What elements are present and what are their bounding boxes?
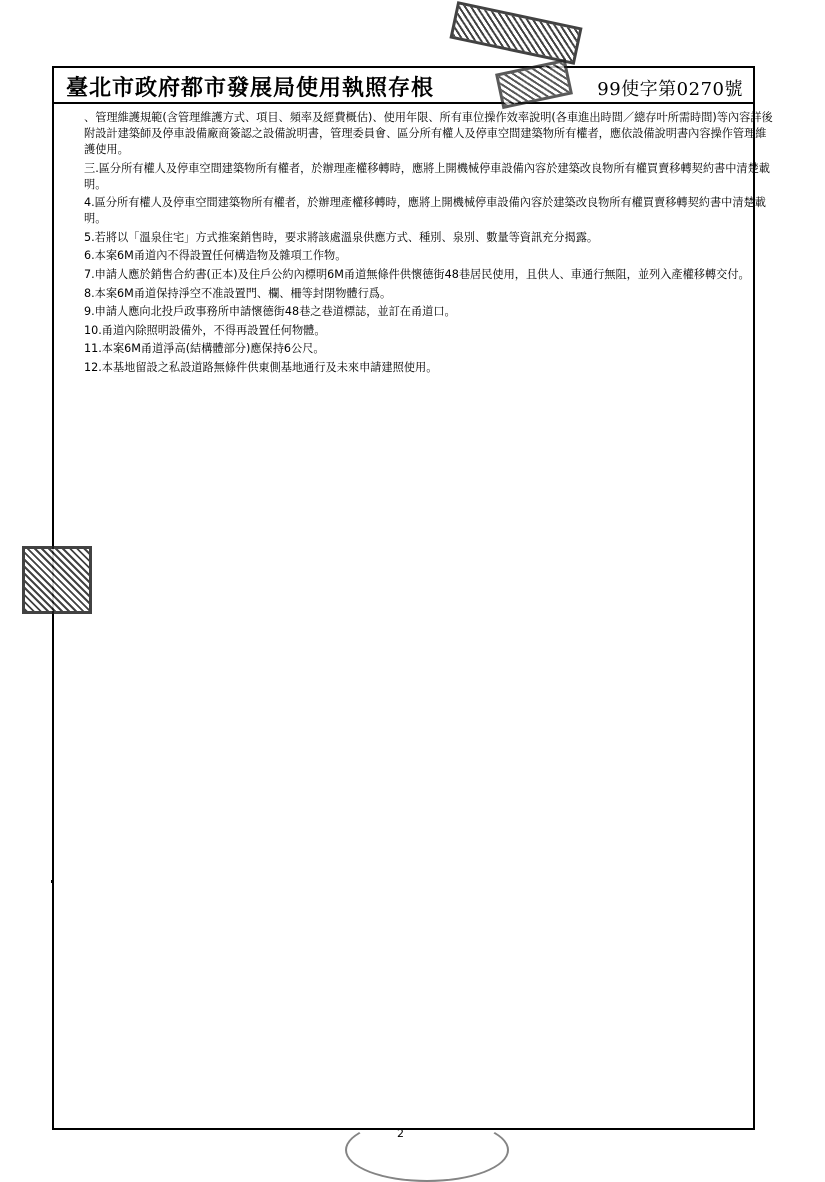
document-frame — [52, 66, 773, 1130]
header-row — [54, 68, 753, 104]
document-title: 臺北市政府都市發展局使用執照存根 — [66, 75, 435, 101]
bottom-seal-stamp — [345, 1118, 509, 1182]
side-seal-stamp — [22, 546, 92, 614]
clause-item: 9.申請人應向北投戶政事務所申請懷德街48巷之巷道標誌，並訂在甬道口。 — [84, 305, 456, 319]
clause-item: 三.區分所有權人及停車空間建築物所有權者，於辦理產權移轉時，應將上開機械停車設備內容於建築改良物所有權買賣移轉契約書中清楚載明。 — [84, 161, 770, 191]
permit-number: 99使字第0270號 — [597, 79, 743, 100]
clause-item: 6.本案6M甬道內不得設置任何構造物及雜項工作物。 — [84, 249, 347, 263]
clause-item: 7.申請人應於銷售合約書(正本)及住戶公約內標明6M甬道無條件供懷德街48巷居民使用，且供人、車通行無阻，並列入產權移轉交付。 — [84, 267, 750, 281]
official-seal-stamp — [449, 1, 582, 65]
page-number: 2 — [397, 1127, 404, 1140]
clause-item: 、管理維護規範(含管理維護方式、項目、頻率及經費概估)、使用年限、所有車位操作效率說明(各車進出時間／總存叶所需時間)等內容詳後附設計建築師及停車設備廠商簽認之設備說明書，管理委員會、區分所有權人及停車空間建築物所有權者，應依設備說明書內容操作管理維護使用。 — [84, 111, 773, 156]
clause-item: 11.本案6M甬道淨高(結構體部分)應保持6公尺。 — [84, 342, 325, 356]
clause-item: 10.甬道內除照明設備外，不得再設置任何物體。 — [84, 323, 326, 337]
margin-mark — [51, 880, 54, 883]
clause-item: 4.區分所有權人及停車空間建築物所有權者，於辦理產權移轉時，應將上開機械停車設備內容於建築改良物所有權買賣移轉契約書中清楚載明。 — [84, 196, 766, 226]
clauses-list — [84, 110, 774, 379]
clause-item: 5.若將以「溫泉住宅」方式推案銷售時，要求將該處溫泉供應方式、種別、泉別、數量等資訊充分揭露。 — [84, 230, 599, 244]
clause-item: 12.本基地留設之私設道路無條件供東側基地通行及未來申請建照使用。 — [84, 360, 438, 374]
clause-item: 8.本案6M甬道保持淨空不准設置門、欄、柵等封閉物體行爲。 — [84, 286, 392, 300]
